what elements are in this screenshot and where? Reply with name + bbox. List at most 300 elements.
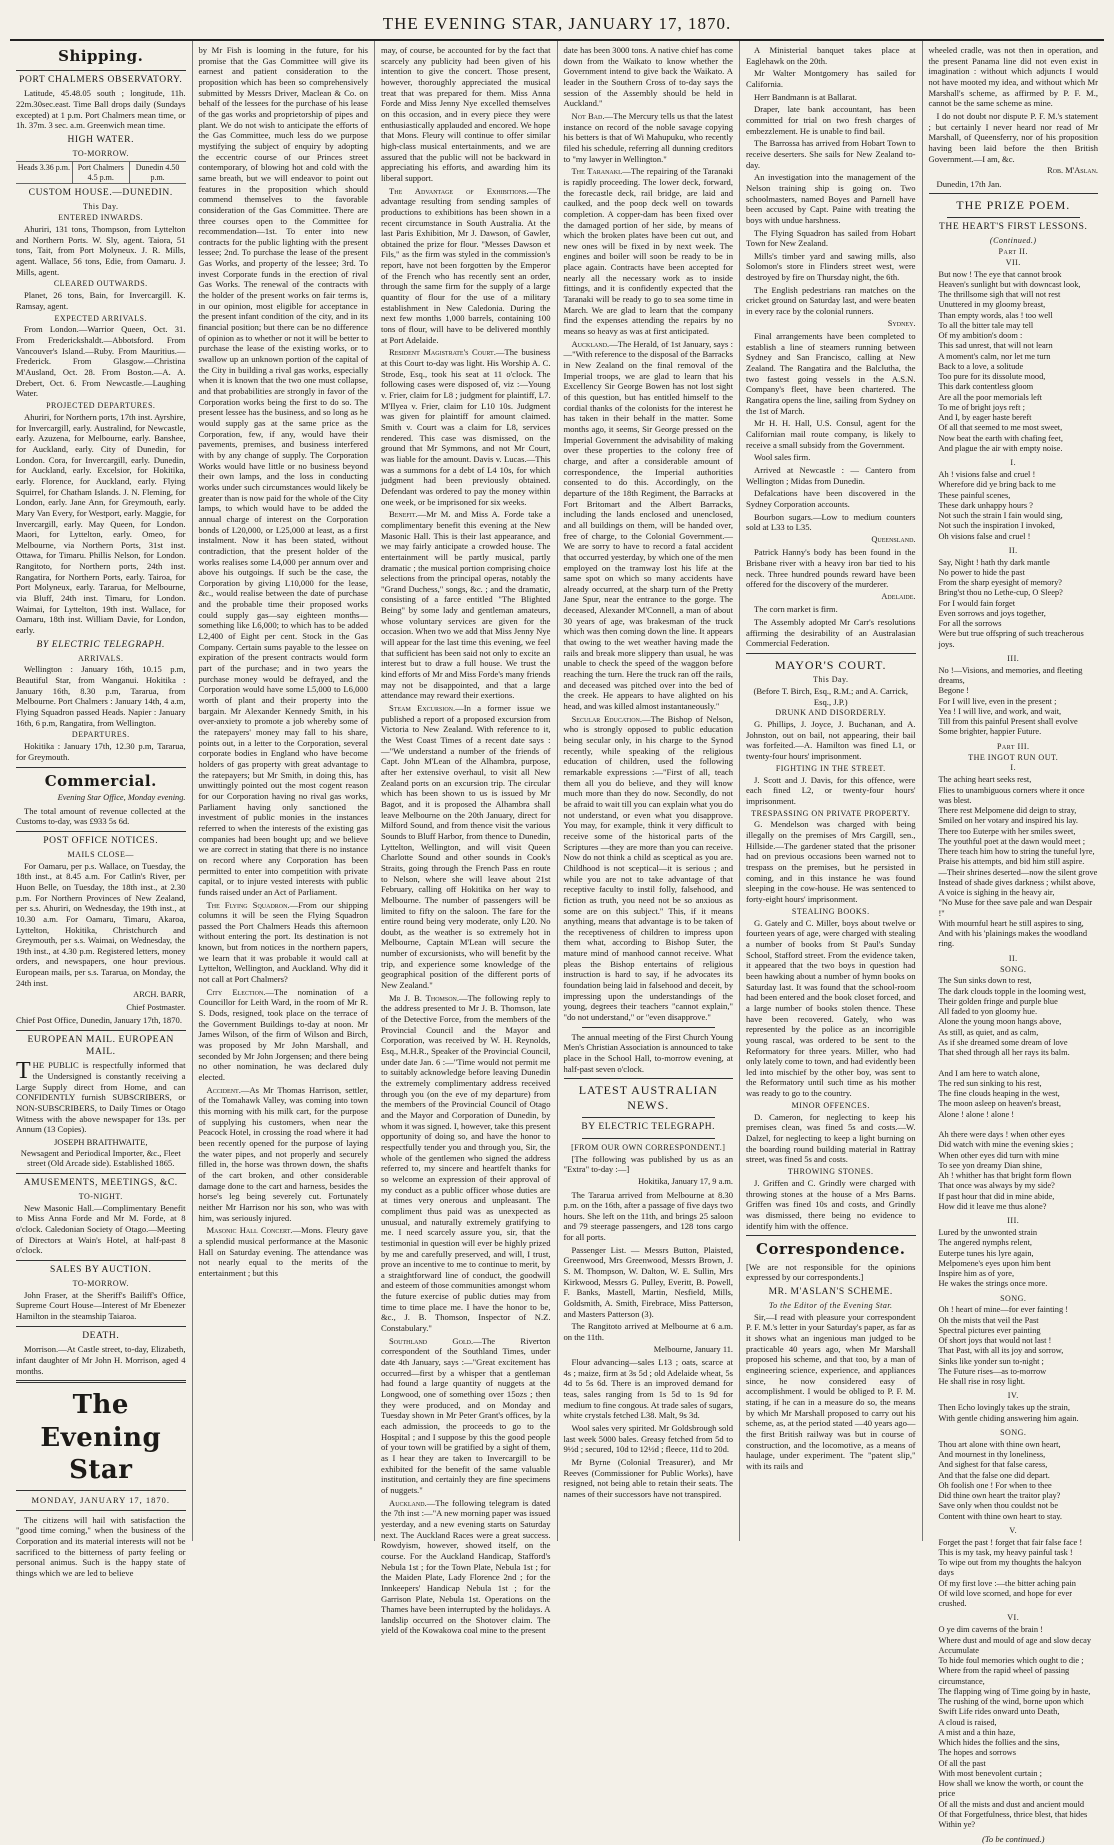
expected-text: From London.—Warrior Queen, Oct. 31. From Frederickshaldt.—Abbotsford. From Vancouver's Island.—Ruby. From Mauritius.—Frederick. From Glasgow.—Christina M'Ausland, Oct. 28. From Boston.—A. A. Drebert, Oct. 6. From Newcastle.—Laughing Water. [16,324,186,399]
poem-line: And sighest for that false caress, [938,1460,1048,1470]
nelson-text: An investigation into the management of the Nelson training ship is going on. Two schoolmasters, named Boyes and Parnell have been accused by Capt. Paine with treating the boys with undue harshness. [746,172,916,225]
draper-text: Draper, late bank accountant, has been committed for trial on two fresh charges of embezzlement. He is unable to find bail. [746,104,916,136]
hall-text: Mr H. H. Hall, U.S. Consul, agent for the Californian mail route company, is likely to receive a small subsidy from the Government. [746,418,916,450]
queensland-heading: Queensland. [871,534,916,544]
poem-line: The youthful poet at the dawn would meet ; [938,836,1086,846]
sales-tomorrow: TO-MORROW. [72,1278,129,1288]
own-correspondent: [FROM OUR OWN CORRESPONDENT.] [571,1142,726,1152]
paper-date: MONDAY, JANUARY 17, 1870. [31,1495,170,1506]
auckland-article: Auckland.—The following telegram is dated the 7th inst :—"A new morning paper was issued yesterday, and a new evening starts on Saturday next. The Auckland Races were a great success. Rowdyism, however, showed itself, on the course. For the Auckland Handicap, Stafford's Nebula 1st ; for the Town Plate, Nebula 1st ; for the Maiden Plate, Lady Florence 2nd ; for the Innkeepers' Handicap Nebula 1st ; for the Garrison Plate, Nebula 1st. Operations on the Thames have been interrupted by the holidays. A landslip occurred on the Shotover claim. The yield of the Kowakowa coal mine to the present [381,1497,551,1636]
poem-line: A mist and a thin haze, [938,1727,1016,1737]
southland-article: Southland Gold.—The Riverton correspondent of the Southland Times, under date 4th January, says :—"Great excitement has occurred—first by a whisper that a gentleman had found a large quantity of nuggets at the Longwood, one of something over 15ozs ; then they were produced, and on Monday and Tuesday shown in Mr Peter Grant's offices, by la each admission, the proceeds to go to the Hospital ; and I suppose by this the good people of your town will be gratified by a sight of them, as I hear they are taken to Invercargill to be exhibited for the benefit of the same valuable institution, and certainly they are fine specimens of nuggets." [381,1335,551,1495]
latest-news-sub: BY ELECTRIC TELEGRAPH. [581,1122,716,1133]
paper-title: The Evening Star [40,1390,162,1485]
poem-line: Unuttered in my gloomy breast, [938,300,1046,310]
divider [564,1078,734,1079]
poem-line: These dark unhappy hours ? [938,500,1033,510]
poem-line: To hide foul memories which ought to die ; [938,1656,1084,1666]
poem-line: There too Euterpe with her smiles sweet, [938,826,1076,836]
poem-line: And I am here to watch alone, [938,1068,1040,1078]
poem-line: But now ! The eye that cannot brook [938,269,1062,279]
stanza-number: II. [1008,545,1018,555]
poem-line: Alone ! alone ! alone ! [938,1109,1015,1119]
poem-line: No !—Visions, and memories, and fleeting dreams, [938,665,1083,686]
poem-line: Oh the mists that veil the Past [938,1315,1039,1325]
poem-line [939,1120,1099,1130]
not-bad-article: Not Bad.—The Mercury tells us that the latest instance on record of the noble savage copying his betters is that of Wi Mahupuku, who recently filed his schedule, referring all dunning creditors to "my lawyer in Wellington." [563,110,733,164]
benefit-article: Benefit.—Mr M. and Miss A. Forde take a complimentary benefit this evening at the New Masonic Hall. This is their last appearance, and we may fairly anticipate a crowded house. The entertainment will be partly musical, partly dramatic ; the musical portion comprising choice selections from the principal operas, notably the "Grand Duchess," songs, &c. ; and the dramatic, consisting of a farce entitled "The Blighted Being" by some lady and gentleman amateurs, whose voluntary services are given for the occasion. When two we add that Miss Jenny Nye will appear for the last time this evening, we feel that sufficient has been said not only to excite an interest but to draw a full house. We trust the kind efforts of Mr and Miss Forde's many friends may not be disappointed, and that a large attendance may reward their exertions. [381,509,551,701]
stanza-11 [939,1538,1099,1610]
poem-line: The hopes and sorrows [938,1748,1016,1758]
column-6 [923,41,1105,1845]
prize-poem-heading: THE PRIZE POEM. [956,198,1071,213]
poem-line: If past hour that did in mine abide, [938,1191,1055,1201]
poem-line: Spectral pictures ever painting [938,1325,1041,1335]
stanza-number: IV. [1007,1391,1019,1401]
poem-line: To wipe out from my thoughts the halcyon days [938,1558,1082,1578]
masonic-article: Masonic Hall Concert.—Mons. Fleury gave a splendid musical performance at the Masonic Hall on Saturday evening. The attendance was not nearly equal to the merits of the entertainment ; but this [198,1225,368,1278]
divider [582,1117,716,1118]
scheme-closing: I do not doubt nor dispute P. F. M.'s statement ; but certainly I never heard nor read of Mr Marshall, of Queensferry, nor of his proposition having been laid before the then British Government.—I am, &c. [928,110,1098,164]
auckland-continued: date has been 3000 tons. A native chief has come down from the Waikato to know whether the Government intend to give back the Waikato. A leader in the Southern Cross of to-day says the session of the Assembly should be held in Auckland." [563,45,733,109]
poem-line: How shall we know the worth, or count the price [938,1779,1084,1799]
poem-line: He wakes the strings once more. [938,1279,1048,1289]
poem-line: This sad unrest, that will not learn [938,341,1053,351]
bandmann-text: Herr Bandmann is at Ballarat. [754,91,857,102]
poem-line: Melpomene's eyes upon him bent [938,1258,1051,1268]
poem-line: He shall rise in rosy light. [938,1377,1026,1387]
minor-heading: MINOR OFFENCES. [791,1100,870,1110]
poem-line: Where from the rapid wheel of passing circumstance, [938,1666,1070,1686]
divider [16,767,186,768]
poem-line: Their golden fringe and purple blue [938,996,1058,1006]
tide-table [16,161,186,185]
song-heading: SONG. [1000,964,1027,974]
tide-heads: Heads 3.36 p.m. [16,162,73,184]
thomson-article: Mr J. B. Thomson.—The following reply to the address presented to Mr J. B. Thomson, late of the Detective Force, from the members of the Provincial Council and the Mayor and Corporation, was received by W. H. Reynolds, Esq., M.H.R., Speaker of the Provincial Council, under date Jan. 6 :—"Time would not permit me to suitably acknowledge before leaving Dunedin the extremely complimentary address received through you (on the eve of my departure) from the members of the Provincial Council of Otago and the Mayor and Corporation of Dunedin, by whom it was signed. I, however, take this present opportunity of doing so, and have the honor to respectfully tender you and through you, Sir, the whole of the gentlemen who signed the address referred to, my sincere and heartfelt thanks for so welcome an expression of their approval of my conduct as a public officer whose duties are at times very onerous and unpleasant. The compliment thus paid was as unexpected as unusual, and naturally extremely gratifying to me. I need scarcely assure you, sir, that the testimonial in question will ever be highly prized by me and carefully preserved, and will, I trust, prove an incentive to me to continue to merit, by a straightforward line of conduct, the goodwill and esteem of those communities amongst whom the future exercise of public duties may from time to time place me. I have the honor to be, &c., J. B. Thomson, Inspector of N.Z. Constabulary." [381,992,551,1334]
melbourne-dateline: Melbourne, January 11. [653,1344,733,1354]
death-text: Morrison.—At Castle street, to-day, Elizabeth, infant daughter of Mr John H. Morrison, aged 4 months. [16,1344,186,1376]
poem-line: Did thine own heart the traitor play? [938,1491,1061,1501]
flour-text: Flour advancing—sales L13 ; oats, scarce at 4s ; maize, firm at 3s 5d ; old Adelaide wheat, 5s 4d to 5s 6d. There is an improved demand for teas, sales ranging from 1s 5d to 1s 9d for medium to fine congous. At trade sales of sugars, white crystals fetched L38. Malt, 9s 3d. [563,1357,733,1421]
poem-line: Oh foolish one ! For when to thee [938,1480,1052,1490]
throwing-heading: THROWING STONES. [787,1166,874,1176]
poem-line: Some brighter, happier Future. [938,727,1042,737]
divider [746,1235,916,1236]
pedestrian-text: The English pedestrians ran matches on the cricket ground on Saturday last, and were beaten in every race by the colonial runners. [746,284,916,317]
poem-line: And mournest in thy loneliness, [938,1450,1046,1460]
poem-line: And that the false one did depart. [938,1470,1050,1480]
poem-line: Euterpe tunes his lyre again, [938,1248,1034,1258]
minor-text: D. Cameron, for neglecting to keep his premises clean, was fined 5s and costs.—W. Dalzel, for neglecting to keep a light burning on the boarding round building material in Rattray street, was fined 5s and costs. [746,1111,916,1165]
poem-line: For all the sorrows [938,619,1002,629]
poem-line: Ah there were days ! when other eyes [938,1130,1065,1140]
poem-line: The dark clouds topple in the looming west, [938,986,1086,996]
rangitoto-text: The Rangitoto arrived at Melbourne at 6 a.m. on the 11th. [563,1321,733,1343]
commercial-office: Evening Star Office, Monday evening. [57,793,186,803]
poem-line: Of all the mists and dust and ancient mould [938,1799,1085,1809]
publication-note: [The following was published by us as an "Extra" to-day :—] [563,1153,733,1175]
tomorrow-label: TO-MORROW. [72,148,129,158]
poem-line: Which hides the follies and the sins, [938,1738,1060,1748]
queensland-text: Patrick Hanny's body has been found in the Brisbane river with a heavy iron bar tied to his neck. Three hundred pounds reward have been offered for the discovery of the murderer. [746,547,916,590]
ymca-notice: The annual meeting of the First Church Young Men's Christian Association is announced to take place in the School Hall, to-morrow evening, at half-past seven o'clock. [563,1031,733,1074]
poem-line: "No Muse for thee save pale and wan Despair !" [938,898,1093,918]
observatory-heading: PORT CHALMERS OBSERVATORY. [19,74,183,85]
poem-line: Oh ! heart of mine—for ever fainting ! [938,1305,1069,1315]
to-be-continued: (To be continued.) [982,1834,1045,1845]
poem-line: The flapping wing of Time going by in haste, [938,1686,1091,1696]
poem-line: Sinks like yonder sun to-night ; [938,1356,1044,1366]
newcastle-text: Arrived at Newcastle : — Cantero from Wellington ; Midas from Dunedin. [746,465,916,486]
poem-line: To all the bitter tale may tell [938,320,1034,330]
post-heading: POST OFFICE NOTICES. [43,835,159,846]
passenger-text: Passenger List. — Messrs Button, Plaisted, Greenwood, Mrs Greenwood, Messrs Brown, J. S. M. Thompson, W. Dalton, W. E. Sullin, Mrs Kirkwood, Messrs G. Pulley, Everitt, B. Powell, F. Banks, Mastell, Martin, Nesfield, Mills, Goldsmith, A. Smith, Firebrace, Miss Patterson, and Masters Patterson (3). [563,1244,733,1319]
poem-line: Where dust and mould of age and slow decay [938,1635,1092,1645]
stanza-number: I. [1010,763,1017,773]
poem-line: Ah ! visions false and cruel ! [938,470,1036,480]
stanza-7 [939,1228,1099,1290]
stanza-number: III. [1007,653,1020,663]
barrossa-text: The Barrossa has arrived from Hobart Town to receive deserters. She sails for New Zealand to-day. [746,138,916,170]
entered-text: Ahuriri, 131 tons, Thompson, from Lyttelton and Northern Ports. W. Sly, agent. Taiora, 51 tons, Tait, from Port Molyneux. J. R. Mills, agent. Wallace, 56 tons, Edie, from Oamaru. J. Mills, agent. [16,224,186,277]
sales-heading: SALES BY AUCTION. [50,1264,152,1275]
poem-line: That Past, with all its joy and sorrow, [938,1346,1064,1356]
departures-heading: DEPARTURES. [71,730,130,740]
stanza-6 [939,976,1099,1212]
cleared-heading: CLEARED OUTWARDS. [53,279,148,289]
poem-line: When other eyes did turn with mine [938,1150,1059,1160]
poem-line: A cloud is raised, [938,1717,997,1727]
poem-line: The moon asleep on heaven's breast, [938,1099,1061,1109]
column-2 [193,41,376,1541]
stealing-text: G. Gately and C. Miller, boys about twelve or fourteen years of age, were charged with stealing a number of books from St Paul's Sunday School, Stafford street. From the evidence taken, it appeared that the two boys in question had been hawking about a number of hymn books on Saturday last. It was found that the school-room had been entered and the book closet forced, and a large number of books stolen thence. These have been recovered. Gately, who was represented by the police as an incorrigible young rascal, was ordered to be sent to the Reformatory for three years. Miller, who had only lately come to town, and had evidently been led into mischief by the other boy, was sent to the Reformatory until such time as his mother was ready to go to the country. [746,917,916,1099]
sales-text: John Fraser, at the Sheriff's Bailiff's Office, Supreme Court House—Interest of Mr Ebenezer Hamilton in the steamship Taiaroa. [16,1289,186,1321]
stanza-1 [939,270,1099,455]
poem-line: That once was always by my side? [938,1181,1055,1191]
poem-line: Now beat the earth with chafing feet, [938,433,1063,443]
poem-line: For I will live, even in the present ; [938,696,1057,706]
mayors-court-before: (Before T. Birch, Esq., R.M.; and A. Carrick, Esq., J.P.) [753,685,909,707]
poem-line: All faded to yon gloomy hue. [938,1007,1038,1017]
stanza-number: VII. [1005,257,1021,267]
poem-line: Smiled on her votary and inspired his lay. [938,816,1078,826]
commercial-text: The total amount of revenue collected at the Customs to-day, was £933 5s 6d. [16,805,186,827]
fight-heading: FIGHTING IN THE STREET. [775,763,886,773]
poem-line: Swift Life rides onward unto Death, [938,1707,1060,1717]
poem-line: For I would fain forget [938,598,1016,608]
shipping-heading: Shipping. [58,47,144,65]
poem-line: How did it leave me thus alone? [938,1201,1047,1211]
city-election-article: City Election.—The nomination of a Councillor for Leith Ward, in the room of Mr R. S. Dods, resigned, took place on the terrace of the Government Buildings to-day at noon. Mr James Wilson, of the firm of Wilson and Birch, was proposed by Mr John Marshall, and seconded by Mr John Jorgensen; and there being no other nomination, he was declared duly elected. [198,986,368,1082]
hokitika-dateline: Hokitika, January 17, 9 a.m. [638,1177,733,1187]
poem-line: These painful scenes, [938,490,1011,500]
poem-line: O ye dim caverns of the brain ! [938,1625,1043,1635]
euro-signature: JOSEPH BRAITHWAITE, [53,1137,148,1148]
secular-article: Secular Education.—The Bishop of Nelson, who is strongly opposed to public education being secular only, in his charge to the Synod recently, while speaking of the religious education of children, used the following remarkable expressions :—"First of all, teach them all you do believe, and they will know much more than they do now. Secondly, do not be afraid to wait till you can explain what you do not understand, or even what you disapprove. You may, for example, think it very difficult to receive some of the historical parts of the Scriptures —they are more than you can receive. Now do not think a child as sceptical as you are. Childhood is not sceptical—it is serious ; and while you are not to take advantage of that receptive faculty to instil folly, falsehood, and fiction as truth, you need not be so anxious as some are on this subject." This, if it means anything, means that advantage is to be taken of the receptiveness of children to impress upon them what, according to Bishop Suter, the mature mind of manhood cannot receive. What pleas the Bishop entertains of religious instruction is hard to say, if he advocates its foundation being laid in falsehood and deceit, by impressing upon the understandings of the young, degrees their teachers "cannot explain," "do not understand," or "even disapprove." [563,713,733,1023]
euro-text: THE PUBLIC is respectfully informed that the Undersigned is constantly receiving a Large Supply direct from Home, and can CONFIDENTLY furnish SUBSCRIBERS, or NON-SUBSCRIBERS, to Daily Times or Otago Witness with the above newspaper for 13s. per Annum (13 Copies). [16,1058,186,1135]
poem-line: —Their shrines deserted—now the silent grove [938,867,1098,877]
stanza-number: II. [1008,953,1018,963]
divider [929,193,1099,194]
adelaide-text-2: The Assembly adopted Mr Carr's resolutions affirming the desirability of an Australasian Commercial Federation. [746,617,916,649]
divider [16,70,186,71]
poem-line: Instead of shade gives darkness ; whilst above, [938,877,1096,887]
concert-continued: may, of course, be accounted for by the fact that scarcely any publicity had been given of his intention to give the concert. Those present, however, thoroughly appreciated the musical treat that was prepared for them. Miss Anna Forde and Miss Jenny Nye excelled themselves on this occasion, and in every piece they were enthusiastically applauded and encored. We hope that Mons. Fleury will continue to offer similar high-class musical entertainments, and we are assured that the public will not be backward in appreciating his efforts, and awarding him its liberal support. [381,45,551,183]
poem-line: Say, Night ! hath thy dark mantle [938,557,1050,567]
post-title: Chief Postmaster. [126,1002,186,1012]
euro-heading: EUROPEAN MAIL. EUROPEAN MAIL. [27,1034,175,1057]
expected-heading: EXPECTED ARRIVALS. [54,313,147,323]
poem-line: Of wild love scorned, and hope for ever crushed. [938,1588,1072,1609]
latest-news-heading: LATEST AUSTRALIAN NEWS. [578,1083,718,1113]
poem-line: The angered nymphs relent, [938,1238,1032,1248]
poem-line: Oh visions false and cruel ! [938,531,1031,541]
column-4 [558,41,741,1541]
stanza-number: V. [1009,1525,1018,1535]
drunk-text: G. Phillips, J. Joyce, J. Buchanan, and A. Johnston, out on bail, not appearing, their bail was forfeited.—A. Hamilton was fined L1, or twenty-four hours' imprisonment. [746,719,916,762]
poem-line: This dark contentless gloom [938,382,1034,392]
observatory-text: Latitude, 45.48.05 south ; longitude, 11h. 22m.30sec.east. Time Ball drops daily (Sundays excepted) at 1 p.m. Port Chalmers mean time, or 1h. 37m. 3 sec. a.m. Greenwich mean time. [16,88,186,131]
mails-close: MAILS CLOSE— [67,849,134,859]
poem-line: The rushing of the wind, borne upon which [938,1697,1084,1707]
resident-court-article: Resident Magistrate's Court.—The business at this Court to-day was light. His Worship A. C. Strode, Esq., took his seat at 11 o'clock. The following cases were disposed of, viz :—Young v. Frier, claim for L8 ; judgment for plaintiff, L7. M'Ilyea v. Frier, claim for L10 10s. Judgment was given for plaintiff for amount claimed. Smith v. Court was a claim for L8, services rendered. This case was dismissed, on the ground that Mr Symmons, and not Mr Court, was liable for the amount. Davis v. Lucas.—This was a summons for a debt of L4 10s, for which judgment had been previously obtained. Defendant was ordered to pay the money within one week, or be imprisoned for six weeks. [381,347,551,507]
poem-line: With mournful heart he still aspires to sing, [938,918,1084,928]
poem-line: Wherefore did ye bring back to me [938,480,1056,490]
scheme-text: Sir,—I read with pleasure your correspondent P. F. M.'s letter in your Saturday's paper, as far as it shows what an ingenious man judged to be practicable 40 years ago, when Mr Marshall proposed his scheme, and that too, by a man of engineering science, experience, and appliances since, he now considered easy of accomplishment. I would be obliged to P. F. M. stating, if he can in a measure do so, the means by which Mr Marshall proposed to carry out his scheme, as, at the period stated —40 years ago—the first British railway was but in course of construction, and the locomotive, as a means of haulage, under experiment. The "patent slip," with its rails and [746,1311,916,1471]
scheme-heading: MR. M'ASLAN'S SCHEME. [768,1287,893,1298]
tararua-text: The Tararua arrived from Melbourne at 8.30 p.m. on the 16th, after a passage of five days two hours. She left on the 11th, and brings 25 saloon and 79 steerage passengers, and 128 tons cargo for all ports. [563,1189,733,1243]
poem-line: There teach him how to string the tuneful lyre, [938,847,1095,857]
poem-line: The Sun sinks down to rest, [938,976,1032,986]
poem-line: Are all the poor memorials left [938,392,1042,402]
poem-line: Of my first love :—the bitter aching pain [938,1578,1076,1588]
adelaide-text-1: The corn market is firm. [754,604,838,615]
poem-line: Bring'st thou no Lethe-cup, O Sleep? [938,588,1063,598]
steam-excursion-article: Steam Excursion.—In a former issue we published a report of a proposed excursion from Victoria to New Zealand. With reference to it, the West Coast Times of a recent date says :—"We understand a number of the friends of Capt. John M'Lean of the Alhambra, purpose, after her extensive overhaul, to visit all New Zealand ports on an excursion trip. The circular which has been shown to us is issued by Mr Bagot, and it is proposed the Alhambra shall leave Melbourne on the 20th January, direct for Milford Sound, and from thence visit the various Sounds to Bluff Harbor, from thence to Dunedin, Lyttelton, Wellington, and will visit Queen Charlotte Sound and other sounds in Cook's Straits, going through the French Pass en route to Nelson, where she will leave about 21st February, calling off Hokitika on her way to Melbourne. The number of passengers will be limited to fifty on the saloon. The fare for the entire round being very moderate, only L20. No doubt, as the weather is so extremely hot in Melbourne, Captain M'Lean will secure the number of excursionists, who will benefit by the trip, and experience some knowledge of the geographical position of the different ports of New Zealand." [381,703,551,991]
stanza-3 [939,558,1099,650]
stanza-10 [939,1440,1099,1522]
flying-squadron-article: The Flying Squadron.—From our shipping columns it will be seen the Flying Squadron passed the Port Chalmers Heads this afternoon without entering the port. Its destination is not known, but from notices in the northern papers, we learn that it was probable it would call at Lyttelton, Wellington, and Auckland. Why did it not call at Port Chalmers? [198,899,368,985]
divider [746,653,916,654]
poem-line: Heaven's sunlight but with downcast look, [938,279,1081,289]
poem-line: Praise his attempts, and bid him still aspire. [938,857,1085,867]
poem-line [939,1058,1099,1068]
customs-heading: CUSTOM HOUSE.—DUNEDIN. [28,188,173,199]
poem-line: Alone the young moon hangs above, [938,1017,1062,1027]
trespass-text: G. Mendelson was charged with being illegally on the premises of Mrs Cargill, sen., Hillside.—The gardener stated that the prisoner had on previous occasions been warned not to trespass on the premises, but he persisted in coming, and in this instance he was found sleeping in the cow-house. He was sentenced to forty-eight hours' imprisonment. [746,819,916,905]
stanza-12 [939,1625,1099,1830]
wool-text: Wool sales very spirited. Mr Goldsbrough sold last week 5000 bales. Greasy fetched from 5d to 9½d ; secured, 10d to 12½d ; fleece, 11d to 20d. [563,1423,733,1455]
poem-line: Than empty words, alas ! too well [938,310,1053,320]
poem-line: Inspire him as of yore, [938,1269,1015,1279]
correspondence-note: [We are not responsible for the opinions expressed by our correspondents.] [746,1261,916,1283]
columns [10,41,1104,1845]
high-water-heading: HIGH WATER. [67,134,135,145]
part-2: Part II. [998,246,1028,256]
poem-line: Thou art alone with thine own heart, [938,1439,1061,1449]
stanza-5 [939,775,1099,949]
poem-line: Of that Forgetfulness, thrice blest, that hides [938,1809,1088,1819]
poem-line: As if she dreamed some dream of love [938,1037,1068,1047]
poem-line: Of all that seemed to me most sweet, [938,423,1063,433]
stanza-4 [939,666,1099,738]
poem-line: Not such the inspiration I invoked, [938,521,1055,531]
exhibitions-article: The Advantage of Exhibitions.—The advantage resulting from sending samples of productions to exhibitions has been shown in a recent circumstance in South Australia. At the last Paris Exhibition, Mr J. Dawson, of Gawler, obtained the prize for flour. "Messes Dawson et Fils," as the firm was styled in the commission's report, have not been forgotten by the Emperor of the French who has recently sent an order, through the same firm for the supply of a large quantity of flour for the use of a military establishment in New Caledonia. During the next few months 1,000 barrels, containing 100 tons of flour, will have to be delivered monthly at Port Adelaide. [381,185,551,345]
banquet-text: A Ministerial banquet takes place at Eaglehawk on the 20th. [746,45,916,66]
poem-line: With gentle chiding answering him again. [938,1413,1079,1423]
trespass-heading: TRESPASSING ON PRIVATE PROPERTY. [751,808,911,818]
poem-line: Back to a love, a solitude [938,361,1024,371]
correspondence-heading: Correspondence. [756,1240,906,1259]
poem-line: The Future rises—as to-morrow [938,1366,1047,1376]
poem-line: The fine clouds heaping in the west, [938,1089,1060,1099]
stanza-2 [939,470,1099,542]
tide-dunedin: Dunedin 4.50 p.m. [135,162,180,182]
auckland-herald-article: Auckland.—The Herald, of 1st January, says :—"With reference to the disposal of the Barracks in New Zealand on the final removal of the Imperial troops, we are glad to learn that his Excellency Sir George Bowen has not lost sight of this question, but has entitled himself to the cordial thanks of the colonists for the interest he has taken in their behalf in the matter. Some months ago, it seems, Sir George pressed on the Imperial Government the advisability of making over these properties to the colony free of charge, and after a considerable amount of correspondence, the Imperial authorities consented to do this. Accordingly, on the departure of the 18th Regiment, the Barracks at Fort Britomart and the Albert Barracks, including the lands enclosed and unenclosed, and all buildings on them, will be handed over, free of charge, to the Colonial Government.—We are sorry to have to record a fatal accident that occurred yesterday, by which one of the men employed on the tramway lost his life at the same spot on which so many accidents have already occurred, at the sharp turn of the Pretty Jane Spur, near the entrance to the gorge. The deceased, Alexander M'Connell, a man of about 30 years of age, was brakesman of the truck which was then coming down the line. It appears that owing to the wet weather having made the rails and break more slippery than usual, he was unable to check the speed of the waggon before reaching the turn. Here the truck ran off the rails, and deceased was pitched over into the bed of the creek. He appears to have alighted on his head, and was killed almost instantaneously." [563,338,733,712]
poem-line: A moment's calm, nor let me turn [938,351,1051,361]
poem-line: A voice is sighing in the heavy air, [938,888,1055,898]
poem-line: From the sharp eyesight of memory? [938,578,1063,588]
accident-article: Accident.—As Mr Thomas Harrison, settler, of the Tomahawk Valley, was coming into town this morning with his milk cart, for the purpose of supplying his customers, when near the Peacock Hotel, in crossing the road where it had been recently opened for the purpose of laying the water pipes, and not properly and securely filled in, the horse was thrown down, the shafts of the cart broken, and other considerable damage done to the cart and harness, besides the horse's leg being severely cut. Fortunately neither Mr Harrison nor his son, who was with him, was seriously injured. [198,1084,368,1223]
column-1 [10,41,193,1578]
poem-line: Till from this painful Present shall evolve [938,717,1078,727]
poem-line: Yea ! I will live, and work, and wait, [938,706,1062,716]
scheme-continued: wheeled cradle, was not then in operation, and the present Panama line did not even exist in imagination : without which adjuncts I would not have mooted my idea, and without which Mr Marshall's scheme, as affirmed by P. F. M., cannot be the same scheme as mine. [928,45,1098,109]
gas-article: by Mr Fish is looming in the future, for his promise that the Gas Committee will give its earnest and patient consideration to the proposition which has been so comprehensively submitted by Messrs Driver, Maclean & Co. on behalf of the lessees for the purchase of his lease of the gas works and proprietorship of pipes and plant. We do not wish to anticipate the efforts of the Gas Committee, much less do we purpose mystifying the subject of enquiry by adopting the eccentric course of our Princes street contemporary, of blowing hot and cold with the same breath, but we will endeavor to point out features in the proposition which should commend themselves to the favorable consideration of the Gas Committee. There are three courses open to the Committee for recommendation—1st. To enter into new contracts for the public lighting with the present lessee; 2nd. To purchase the lease of the present Gas Works, and property of the lessee; 3rd. To invest Corporate funds in the erection of rival Gas Works. The renewal of the contracts with the holder of the present works on fair terms is, in our opinion, most eligible for acceptance in the present infant condition of the city, and in its financial position; but there can be no difference of opinion as to whether or not it will be better to purchase the lease of the existing works, or to swallow up an unknown portion of the capital of the City in building a rival gas works, especially when it is known that the two one must collapse, and that probabilities are strongly in favor of the Corporation works being the first to do so. The present lessee has the business, and so long as he would supply gas at the same price as the Corporation, few, if any, would have their pavements, premises, and business interfered with by any change of supply. The Corporation Works would have little or no business beyond their own lamps, and the loss in conducting works under such circumstances would likely be greater than is now paid for the whole of the City lamps, to which would have to be added the annual charge of interest on the Corporation bonds of L20,000, or L25,000 at least, as a first instalment. Now it has been stated, without contradiction, that the present holder of the works realises some L4,000 per annum over and above his outgoings. If such be the case, the Corporation by giving L10,000 for the lease, &c., would realise between the date of purchase and the probable time their proposed works could supply gas—say eighteen months—something like L6,000; to which has to be added L2,400 of Eight per cent. Stock in the Gas Company. Certain sums payable to the lessee on expiration of the present contracts would form part of the purchase; and in two years the purchase money would be defrayed, and the Corporation would have some L5,000 to L6,000 worth of plant and their property into the bargain. Mr Alexander Kennedy Smith, in his over-anxiety to promote a job whereby some of the ratepayers' money may fall to his share, points out, in a letter to the Corporation, several corporate bodies in England who have become holders of gas property with great advantage to the ratepayers; but Mr Smith, in doing this, has unwittingly pointed out the most cogent reason for our Corporation having no rival gas works, Parliament having only sanctioned the investment of public monies in the instances referred to when the interests of the existing gas companies had been bought up; and we believe we are correct in stating that there is no instance on record where any Corporation has been permitted to enter into competition with private capital, or to injure vested interests with public funds raised under an Act of Parliament. [198,45,368,897]
drunk-heading: DRUNK AND DISORDERLY. [775,708,887,718]
poem-line: With most benevolent curtain ; [938,1768,1042,1778]
stanza-number: VI. [1007,1613,1020,1623]
death-heading: DEATH. [82,1330,120,1341]
divider [16,1326,186,1327]
song-heading: SONG. [1000,1293,1027,1303]
arrivals-heading: ARRIVALS. [78,653,124,663]
entered-heading: ENTERED INWARDS. [58,213,144,223]
poem-line: Content with thine own heart to stay. [938,1511,1062,1521]
poem-line: As still, as quiet, and as calm, [938,1027,1039,1037]
stanza-8 [939,1305,1099,1387]
poem-line: That shed through all her rays its balm. [938,1048,1070,1058]
poem-line: Within ye? [938,1820,976,1830]
poem-line: Ah ! whither has that bright form flown [938,1171,1072,1181]
scheme-date: Dunedin, 17th Jan. [936,178,1002,189]
masthead: THE EVENING STAR, JANUARY 17, 1870. [10,8,1104,41]
poem-line: Did watch with mine the evening skies ; [938,1140,1074,1150]
poem-line: The aching heart seeks rest, [938,775,1032,785]
montgomery-text: Mr Walter Montgomery has sailed for California. [746,68,916,89]
stanza-9 [939,1403,1099,1424]
divider [947,217,1081,218]
cleared-text: Planet, 26 tons, Bain, for Invercargill. K. Ramsay, agent. [16,290,186,311]
projected-heading: PROJECTED DEPARTURES. [46,401,156,411]
defalcation-text: Defalcations have been discovered in the Sydney Corporation accounts. [746,488,916,510]
poem-line: The red sun sinking to his rest, [938,1078,1042,1088]
commercial-heading: Commercial. [44,771,157,790]
sydney-heading: Sydney. [887,318,916,328]
divider [16,1510,186,1511]
poem-line: No power to hide the past [938,567,1025,577]
this-day-label: This Day. [82,202,119,212]
divider [16,1173,186,1174]
divider [582,1027,716,1028]
poem-continued: (Continued.) [989,235,1037,245]
divider [582,1138,716,1139]
poem-line: And I, by eager haste bereft [938,413,1032,423]
poem-line: Lured by the unwonted strain [938,1228,1038,1238]
fight-text: J. Scott and J. Davis, for this offence, were each fined L2, or twenty-four hours' imprisonment. [746,774,916,806]
divider [16,1260,186,1261]
song-heading: SONG. [1000,1427,1027,1437]
poem-line: Of my ambition's doom : [938,331,1023,341]
poem-line: Begone ! [938,686,969,696]
tonight-label: TO-NIGHT. [78,1191,123,1201]
poem-line: Forget the past ! forget that fair false face ! [938,1537,1083,1547]
arrivals-text: Wellington : January 16th, 10.15 p.m, Beautiful Star, from Wanganui. Hokitika : January 16th, 8.30 p.m, Tararua, from Melbourne. Port Chalmers : January 14th, 4 a.m, Flying Squadron passed Heads. Napier : January 16th, 6 p.m, Rangatira, from Wellington. [16,664,186,728]
tide-port: Port Chalmers 4.5 p.m. [73,162,130,184]
mills-text: Mills's timber yard and sawing mills, also Solomon's store in Flinders street west, were destroyed by fire on Thursday night, the 6th. [746,250,916,283]
poem-line: And plague the air with empty noise. [938,443,1063,453]
column-5 [740,41,923,1541]
poem-line: Save only when thou couldst not be [938,1501,1059,1511]
amusements-text: New Masonic Hall.—Complimentary Benefit to Miss Anna Forde and Mr M. Forde, at 8 o'clock. Caledonian Society of Otago.—Meeting of Directors at Wain's Hotel, at half-past 8 o'clock. [16,1202,186,1256]
poem-line: This is my task, my heavy painful task ! [938,1547,1073,1557]
mayors-court-heading: MAYOR'S COURT. [775,658,887,673]
poem-title: THE HEART'S FIRST LESSONS. [938,222,1088,233]
bourbon-text: Bourbon sugars.—Low to medium counters sold at L33 to L35. [746,511,916,533]
poem-line: To see yon dreamy Dian shine, [938,1160,1043,1170]
amusements-heading: AMUSEMENTS, MEETINGS, &C. [23,1178,178,1189]
divider [16,1380,186,1383]
adelaide-heading: Adelaide. [881,592,916,602]
divider [16,1490,186,1491]
post-signature: ARCH. BARR, [133,990,186,1000]
euro-address: Newsagent and Periodical Importer, &c., Fleet street (Old Arcade side). Established 1865. [20,1147,181,1169]
column-3 [375,41,558,1636]
stanza-number: I. [1010,458,1017,468]
poem-line: Not such the strain I fain would sing, [938,511,1063,521]
poem-line: Then Echo lovingly takes up the strain, [938,1403,1070,1413]
scheme-signature: Rob. M'Aslan. [1047,166,1098,176]
leader-text: The citizens will hail with satisfaction the "good time coming," when the business of the Corporation and its material interests will not be sacrificed to the bitterness of party feeling or personal animus. Such is the happy state of things which we are led to believe [16,1514,186,1578]
poem-line: The thrillsome sigh that will not rest [938,290,1061,300]
scheme-to: To the Editor of the Evening Star. [768,1300,893,1310]
flying-text: The Flying Squadron has sailed from Hobart Town for New Zealand. [746,227,916,249]
poem-line: To me of bright joys reft ; [938,402,1025,412]
projected-text: Ahuriri, for Northern ports, 17th inst. Ayrshire, for Invercargill, early. Australind, for Newcastle, early. Azuzena, for Melbourne, early. Banshee, for Auckland, early. City of Dunedin, for London. Cora, for Invercargill, early. Dunedin, for Auckland, early. Excelsior, for Hokitika, early. Florence, for Auckland, early. Flying Squirrel, for Chatham Islands. J. N. Fleming, for London, early. Jane Ann, for Greymouth, early. Mary Van Every, for Westport, early. Maggie, for Invercargill, early. May Queen, for London. Maori, for Lyttelton, early. Omeo, for Melbourne, via Northern Ports, 31st inst. Ottawa, for Timaru. Phillis Nelson, for London. Rangitoto, for Northern ports, 24th inst. Rangatira, for Northern Ports, early. Tairoa, for Port Molyneux, early. Tararua, for Melbourne, via Bluff, 24th inst. Timaru, for London. Waimai, for Lyttelton, 19th inst. Wallace, for Oamaru, 18th inst. William Davie, for London, early. [16,411,186,636]
wool-sales-text: Wool sales firm. [754,452,811,463]
part-3: Part III. [996,741,1030,751]
poem-line: Accumulate [938,1645,979,1655]
mayors-court-day: This Day. [812,674,849,684]
poem-line: Even sorrows and joys together, [938,608,1046,618]
divider [16,1030,186,1031]
divider [16,831,186,832]
telegraph-heading: BY ELECTRIC TELEGRAPH. [36,639,166,650]
post-text: For Oamaru, per p.s. Wallace, on Tuesday, the 18th inst., at 8.45 a.m. For Catlin's River, per Huon Belle, on Tuesday, the 18th inst., at 2.30 p.m. For Northern Provinces of New Zealand, per s.s. Ahuriri, on Wednesday, the 19th inst., at 10.30 a.m. For Oamaru, Timaru, Akaroa, Lyttelton, Hokitika, Christchurch and Greymouth, per s.s. Waimai, on Wednesday, the 19th inst., at 4.30 p.m. Registered letters, money orders, and newspapers, one hour previous. European mails, per s.s. Tararua, on Monday, the 24th inst. [16,860,186,988]
part-3-title: THE INGOT RUN OUT. [968,752,1059,762]
poem-line: Of short joys that would not last ! [938,1336,1052,1346]
post-date: Chief Post Office, Dunedin, January 17th, 1870. [16,1015,182,1026]
poem-line: Of all the past [938,1758,986,1768]
byrne-text: Mr Byrne (Colonial Treasurer), and Mr Reeves (Commissioner for Public Works), have resigned, not being able to retain their seats. The names of their successors have not transpired. [563,1457,733,1499]
poem-line: And with his 'plainings makes the woodland ring. [938,929,1088,949]
departures-text: Hokitika : January 17th, 12.30 p.m, Tararua, for Greymouth. [16,741,186,762]
throwing-text: J. Griffen and C. Grindly were charged with throwing stones at the house of a Mrs Barns. Griffen was fined 10s and costs, and Grindly was dismissed, there being no evidence to identify him with the offence. [746,1177,916,1231]
stanza-number: III. [1007,1216,1020,1226]
poem-line: Too pure for its dissolute mood, [938,372,1046,382]
poem-line: Flies to unambiguous corners where it once was blest. [938,785,1085,805]
